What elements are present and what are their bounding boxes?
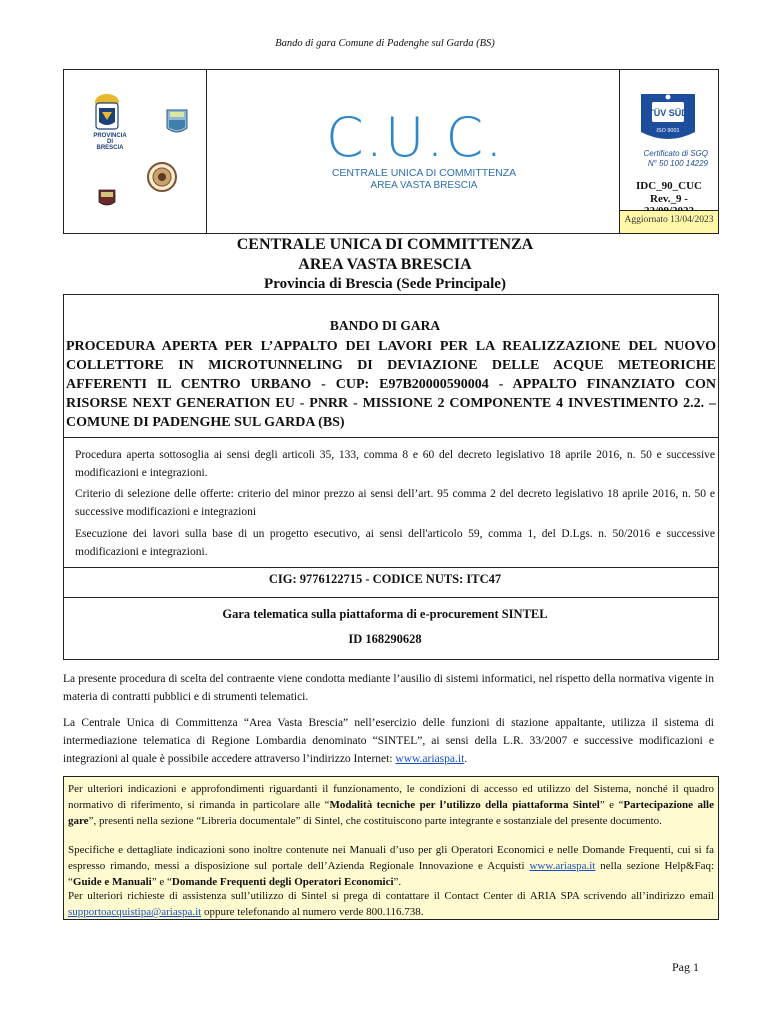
- support-email-link[interactable]: supportoacquistipa@ariaspa.it: [68, 906, 202, 918]
- bando-heading: BANDO DI GARA: [329, 318, 441, 333]
- sintel-paragraph: La Centrale Unica di Committenza “Area Vasta Brescia” nell’esercizio delle funzioni di stazione appaltante, utilizza il sistema di intermediazione telematica di Regione Lombardia denominato “SINTEL”, ai sensi della L.R. 33/2007 e successive modificazioni e integrazioni al quale è possibile accedere attraverso l’indirizzo Internet: www.ariaspa.it.: [63, 717, 714, 765]
- procedure-type-paragraph: Procedura aperta sottosoglia ai sensi degli articoli 35, 133, comma 8 e 60 del decreto legislativo 18 aprile 2016, n. 50 e successive modificazioni e integrazioni.: [75, 449, 715, 479]
- comune-emblem-icon: [167, 110, 187, 132]
- tuv-badge-iso: ISO 9001: [656, 128, 680, 134]
- gara-telematica: Gara telematica sulla piattaforma di e-procurement SINTEL: [222, 607, 548, 621]
- page-subtitle: AREA VASTA BRESCIA: [298, 256, 472, 273]
- seal-icon: [148, 163, 176, 191]
- ariaspa-link[interactable]: www.ariaspa.it: [395, 753, 465, 765]
- doc-code: IDC_90_CUC: [636, 180, 702, 192]
- partner-logos: [70, 88, 204, 228]
- page-subtitle-province: Provincia di Brescia (Sede Principale): [264, 276, 506, 292]
- ariaspa-link-2[interactable]: www.ariaspa.it: [529, 860, 596, 872]
- cert-label: Certificato di SGQ: [643, 149, 708, 158]
- tuv-badge-text: TÜV SÜD: [648, 108, 688, 118]
- provincia-crest-icon: [95, 94, 119, 129]
- info-paragraph-1: Per ulteriori indicazioni e approfondimenti riguardanti il funzionamento, le condizioni di accesso ed utilizzo del Sistema, nonché il quadro normativo di riferimento, si rimanda in particolare alle “Modalità tecniche per l’utilizzo della piattaforma Sintel” e “Partecipazione alle gare”, presenti nella sezione “Libreria documentale” di Sintel, che costituiscono parte integrante e sostanziale del presente documento.: [68, 783, 714, 827]
- info-paragraph-2: Specifiche e dettagliate indicazioni sono inoltre contenute nei Manuali d’uso per gli Operatori Economici e nelle Domande Frequenti, cui si fa espresso rimando, messi a disposizione sul portale dell’Azienda Regionale Innovazione e Acquisti www.ariaspa.it nella sezione Help&Faq: “Guide e Manuali” e “Domande Frequenti degli Operatori Economici”.: [68, 844, 715, 888]
- gara-id: ID 168290628: [348, 632, 422, 646]
- page-number: Pag 1: [672, 960, 699, 974]
- running-head: Bando di gara Comune di Padenghe sul Garda (BS): [275, 38, 495, 49]
- cuc-subtitle-1: CENTRALE UNICA DI COMMITTENZA: [331, 167, 517, 179]
- page-title: CENTRALE UNICA DI COMMITTENZA: [236, 236, 534, 253]
- procedure-title: PROCEDURA APERTA PER L’APPALTO DEI LAVORI PER LA REALIZZAZIONE DEL NUOVO COLLETTORE IN MICROTUNNELING DI DEVIAZIONE DELLE ACQUE METEORICHE AFFERENTI IL CENTRO URBANO - CUP: E97B20000590004 - APPALTO FINANZIATO CON RISORSE NEXT GENERATION EU - PNRR - MISSIONE 2 COMPONENTE 4 INVESTIMENTO 2.2. – COMUNE DI PADENGHE SUL GARDA (BS): [66, 339, 716, 430]
- info-paragraph-3: Per ulteriori richieste di assistenza sull’utilizzo di Sintel si prega di contattare il Contact Center di ARIA SPA scrivendo all’indirizzo email supportoacquistipa@ariaspa.it oppure telefonando al numero verde 800.116.738.: [68, 890, 714, 918]
- section-divider: [63, 597, 719, 598]
- selection-criterion-paragraph: Criterio di selezione delle offerte: criterio del minor prezzo ai sensi dell’art. 95 comma 2 del decreto legislativo 18 aprile 2016, n. 50 e successive modificazioni e integrazioni: [75, 488, 715, 518]
- execution-paragraph: Esecuzione dei lavori sulla base di un progetto esecutivo, ai sensi dell'articolo 59, comma 1, del D.Lgs. n. 50/2016 e successive modificazioni e integrazioni.: [75, 528, 715, 558]
- section-divider: [63, 437, 719, 438]
- provincia-logo-label: PROVINCIA DI BRESCIA: [93, 133, 127, 151]
- section-divider: [63, 567, 719, 568]
- cuc-subtitle-2: AREA VASTA BRESCIA: [370, 180, 478, 191]
- cig-code: CIG: 9776122715 - CODICE NUTS: ITC47: [268, 572, 502, 586]
- updated-date: Aggiornato 13/04/2023: [624, 215, 714, 225]
- intro-paragraph: La presente procedura di scelta del contraente viene condotta mediante l’ausilio di sistemi informatici, nel rispetto della normativa vigente in materia di contratti pubblici e di strumenti telematici.: [63, 673, 714, 703]
- tuv-badge-icon: [638, 88, 698, 148]
- header-divider: [206, 69, 207, 234]
- doc-revision: Rev._9 -: [650, 193, 688, 205]
- cert-number: N° 50 100 14229: [647, 159, 708, 168]
- cuc-logo: C.U.C.: [326, 106, 505, 169]
- small-crest-icon: [99, 190, 115, 205]
